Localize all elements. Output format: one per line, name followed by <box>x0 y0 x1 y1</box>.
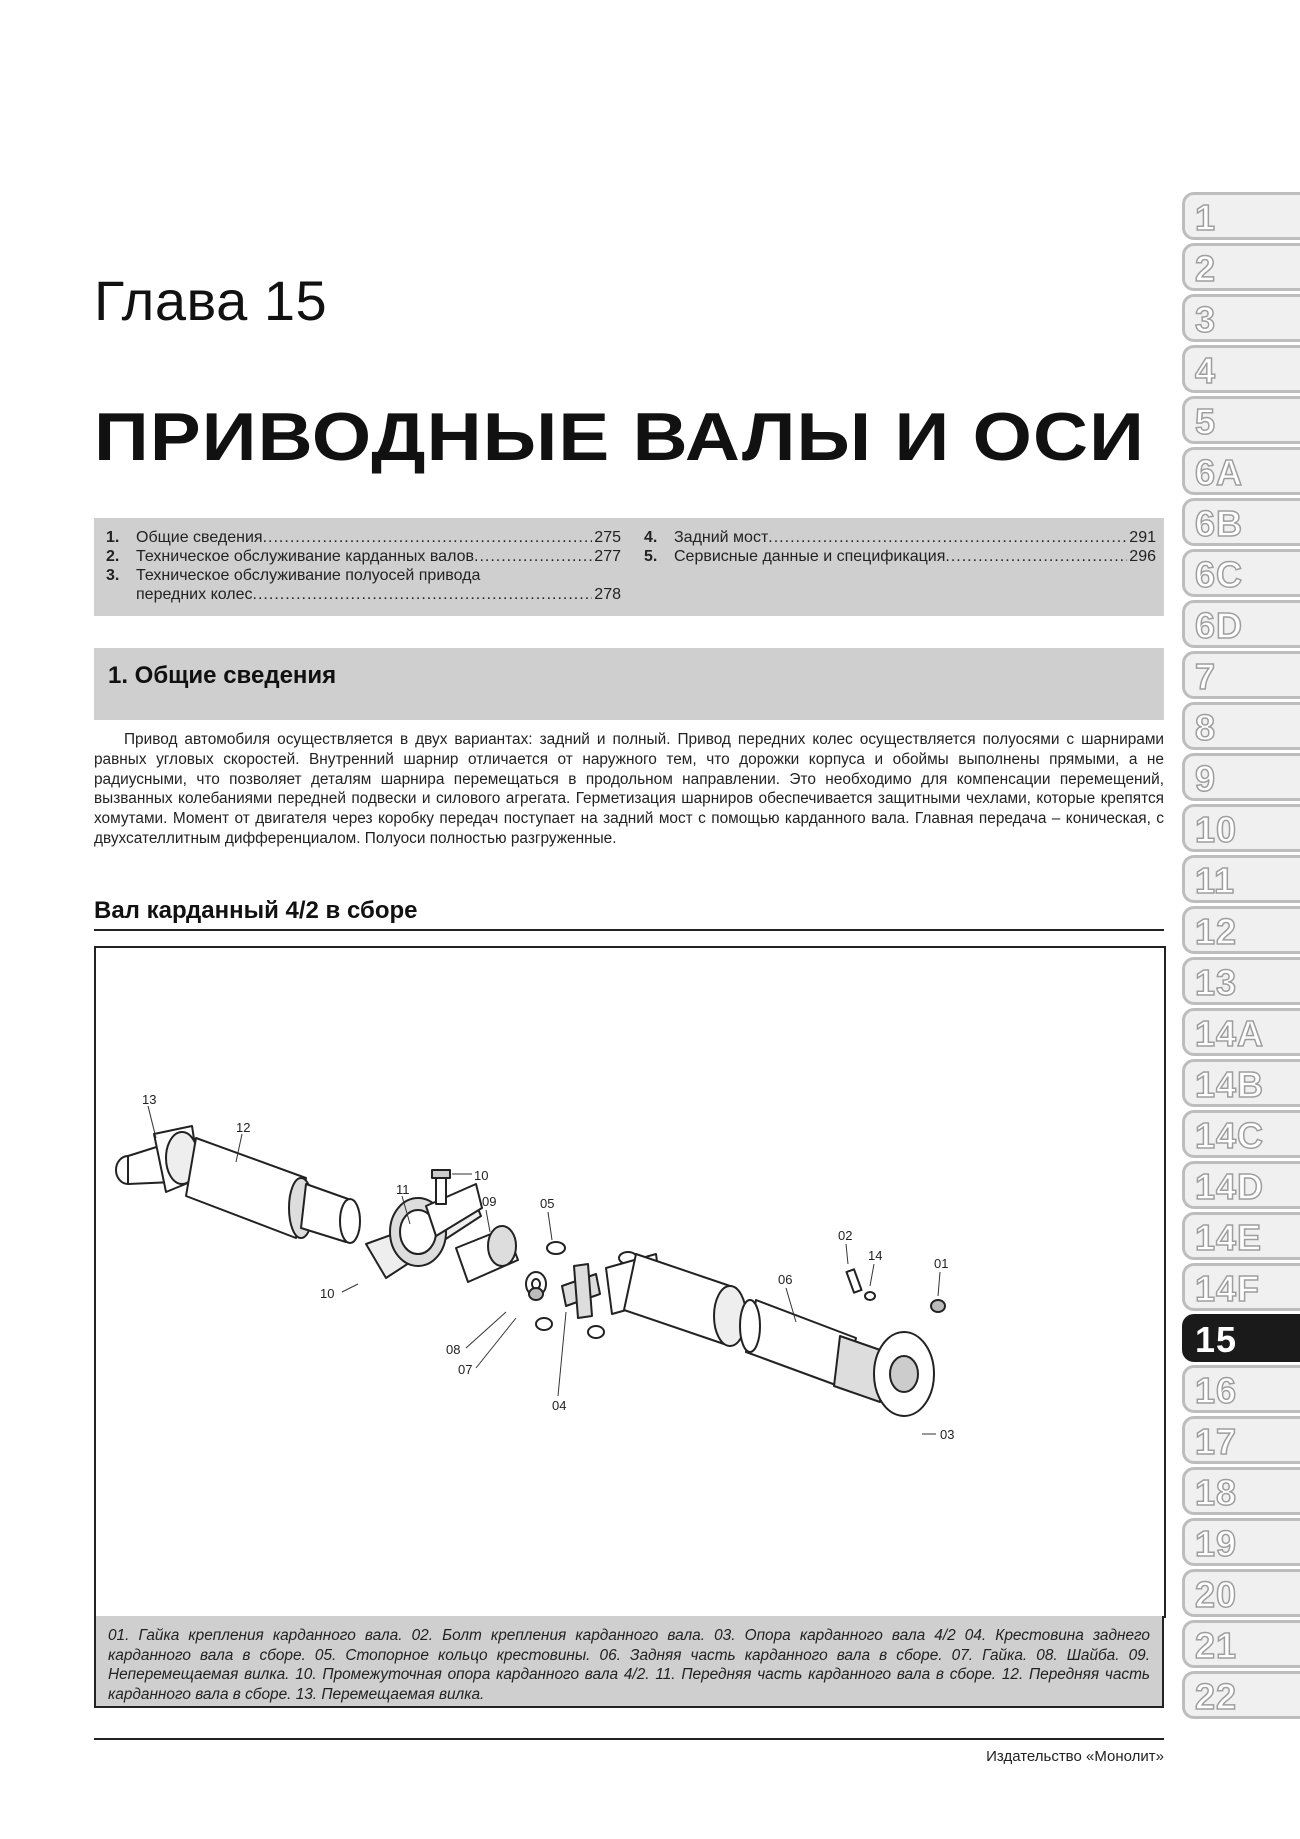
chapter-tab-14d[interactable] <box>1182 1161 1300 1209</box>
chapter-tab-18[interactable] <box>1182 1467 1300 1515</box>
chapter-tab-label: 14A <box>1195 1013 1265 1054</box>
chapter-tab-label: 15 <box>1195 1319 1238 1360</box>
section-header <box>94 648 1164 720</box>
chapter-tab-2[interactable] <box>1182 243 1300 291</box>
part-label: 06 <box>778 1272 793 1287</box>
chapter-tab-6a[interactable] <box>1182 447 1300 495</box>
driveshaft-drawing <box>96 948 1164 1616</box>
toc-column-left <box>106 528 621 604</box>
chapter-tab-label: 5 <box>1195 401 1217 442</box>
chapter-tab-label: 14C <box>1195 1115 1265 1156</box>
chapter-tab-label: 6C <box>1195 554 1244 595</box>
chapter-tab-14a[interactable] <box>1182 1008 1300 1056</box>
chapter-tab-9[interactable] <box>1182 753 1300 801</box>
chapter-tab-3[interactable] <box>1182 294 1300 342</box>
body-paragraph-container <box>94 730 1164 849</box>
part-label: 05 <box>540 1196 555 1211</box>
toc-label: передних колес <box>136 586 253 603</box>
chapter-tab-label: 17 <box>1195 1421 1238 1462</box>
chapter-tab-1[interactable] <box>1182 192 1300 240</box>
section-title: 1. Общие сведения <box>108 662 337 689</box>
toc-label: Техническое обслуживание карданных валов <box>136 548 474 565</box>
chapter-tab-label: 6D <box>1195 605 1244 646</box>
chapter-tab-13[interactable] <box>1182 957 1300 1005</box>
toc-entry[interactable] <box>106 566 621 585</box>
chapter-tab-label: 4 <box>1195 350 1217 391</box>
toc-page: 275 <box>594 529 621 546</box>
chapter-tab-label: 10 <box>1195 809 1238 850</box>
chapter-tab-5[interactable] <box>1182 396 1300 444</box>
part-label: 04 <box>552 1398 567 1413</box>
publisher-name: Издательство «Монолит» <box>986 1748 1164 1765</box>
chapter-tab-14c[interactable] <box>1182 1110 1300 1158</box>
divider <box>94 929 1164 931</box>
chapter-tab-label: 14D <box>1195 1166 1265 1207</box>
part-label: 03 <box>940 1427 955 1442</box>
chapter-tab-label: 3 <box>1195 299 1217 340</box>
chapter-tab-label: 21 <box>1195 1625 1238 1666</box>
toc-page: 291 <box>1129 529 1156 546</box>
toc-label: Задний мост <box>674 529 769 546</box>
toc-label: Общие сведения <box>136 529 263 546</box>
toc-entry[interactable] <box>644 528 1156 547</box>
toc-page: 277 <box>594 548 621 565</box>
body-paragraph: Привод автомобиля осуществляется в двух вариантах: задний и полный. Привод передних колес осуществляется полуосями с шарнирами равных угловых скоростей. Внутренний шарнир отличается от наружного тем, что дорожки корпуса и обоймы выполнены прямыми, а не радиусными, что позволяет деталям шарнира перемещаться в продольном направлении. Это необходимо для компенсации перемещений, вызванных колебаниями передней подвески и силового агрегата. Герметизация шарниров обеспечивается защитными чехлами, которые крепятся хомутами. Момент от двигателя через коробку передач поступает на задний мост с помощью карданного вала. Главная передача – коническая, с двухсателлитным дифференциалом. Полуоси полностью разгруженные. <box>94 731 1164 847</box>
chapter-tab-label: 16 <box>1195 1370 1238 1411</box>
chapter-tab-4[interactable] <box>1182 345 1300 393</box>
chapter-label: Глава 15 <box>94 269 328 332</box>
chapter-tab-22[interactable] <box>1182 1671 1300 1719</box>
chapter-tab-7[interactable] <box>1182 651 1300 699</box>
chapter-title: ПРИВОДНЫЕ ВАЛЫ И ОСИ <box>94 399 1145 475</box>
chapter-tab-label: 7 <box>1195 656 1217 697</box>
chapter-tab-14e[interactable] <box>1182 1212 1300 1260</box>
part-label: 10 <box>320 1286 335 1301</box>
toc-entry[interactable] <box>106 528 621 547</box>
chapter-tab-10[interactable] <box>1182 804 1300 852</box>
chapter-tab-17[interactable] <box>1182 1416 1300 1464</box>
part-label: 13 <box>142 1092 157 1107</box>
chapter-tab-11[interactable] <box>1182 855 1300 903</box>
figure-caption: 01. Гайка крепления карданного вала. 02. Болт крепления карданного вала. 03. Опора карданного вала 4/2 04. Крестовина заднего карданного вала в сборе. 05. Стопорное кольцо крестовины. 06. Задняя часть карданного вала в сборе. 07. Гайка. 08. Шайба. 09. Неперемещаемая вилка. 10. Промежуточная опора карданного вала 4/2. 11. Передняя часть карданного вала в сборе. 12. Передняя часть карданного вала в сборе. 13. Перемещаемая вилка. <box>94 1616 1164 1708</box>
toc-number: 1. <box>106 529 120 546</box>
chapter-tab-label: 14E <box>1195 1217 1263 1258</box>
toc-number: 3. <box>106 567 120 584</box>
part-label: 01 <box>934 1256 949 1271</box>
driveshaft-diagram <box>94 946 1166 1618</box>
chapter-tab-6b[interactable] <box>1182 498 1300 546</box>
chapter-tab-label: 1 <box>1195 197 1217 238</box>
chapter-tab-16[interactable] <box>1182 1365 1300 1413</box>
chapter-tab-label: 14F <box>1195 1268 1261 1309</box>
part-label: 12 <box>236 1120 251 1135</box>
part-label: 11 <box>396 1182 410 1197</box>
chapter-tab-label: 13 <box>1195 962 1238 1003</box>
chapter-tab-label: 8 <box>1195 707 1217 748</box>
chapter-tabs <box>1182 192 1300 1722</box>
toc-page: 296 <box>1129 548 1156 565</box>
toc-number: 2. <box>106 548 120 565</box>
chapter-tab-15[interactable] <box>1182 1314 1300 1362</box>
chapter-tab-label: 20 <box>1195 1574 1238 1615</box>
chapter-tab-19[interactable] <box>1182 1518 1300 1566</box>
footer-divider <box>94 1738 1164 1740</box>
toc-number: 5. <box>644 548 658 565</box>
chapter-tab-label: 14B <box>1195 1064 1265 1105</box>
part-label: 14 <box>868 1248 883 1263</box>
toc-entry[interactable] <box>644 547 1156 566</box>
chapter-tab-label: 22 <box>1195 1676 1238 1717</box>
table-of-contents <box>94 518 1164 616</box>
part-label: 02 <box>838 1228 853 1243</box>
toc-entry-continuation[interactable] <box>106 585 621 604</box>
toc-label: Техническое обслуживание полуосей привода <box>136 567 481 584</box>
part-label: 08 <box>446 1342 461 1357</box>
chapter-tab-20[interactable] <box>1182 1569 1300 1617</box>
figure-title: Вал карданный 4/2 в сборе <box>94 897 418 924</box>
chapter-tab-21[interactable] <box>1182 1620 1300 1668</box>
toc-entry[interactable] <box>106 547 621 566</box>
chapter-tab-label: 12 <box>1195 911 1238 952</box>
chapter-tab-6c[interactable] <box>1182 549 1300 597</box>
chapter-tab-12[interactable] <box>1182 906 1300 954</box>
chapter-tab-label: 9 <box>1195 758 1217 799</box>
toc-number: 4. <box>644 529 658 546</box>
chapter-tab-label: 11 <box>1195 860 1236 901</box>
part-label: 09 <box>482 1194 497 1209</box>
toc-page: 278 <box>594 586 621 603</box>
chapter-tab-8[interactable] <box>1182 702 1300 750</box>
chapter-tab-6d[interactable] <box>1182 600 1300 648</box>
toc-label: Сервисные данные и спецификация <box>674 548 946 565</box>
chapter-tab-14b[interactable] <box>1182 1059 1300 1107</box>
chapter-tab-label: 6B <box>1195 503 1244 544</box>
chapter-tab-label: 2 <box>1195 248 1217 289</box>
chapter-tab-14f[interactable] <box>1182 1263 1300 1311</box>
part-label: 07 <box>458 1362 473 1377</box>
chapter-tab-label: 6A <box>1195 452 1244 493</box>
toc-column-right <box>644 528 1156 566</box>
chapter-tab-label: 18 <box>1195 1472 1238 1513</box>
part-label: 10 <box>474 1168 489 1183</box>
chapter-tab-label: 19 <box>1195 1523 1238 1564</box>
